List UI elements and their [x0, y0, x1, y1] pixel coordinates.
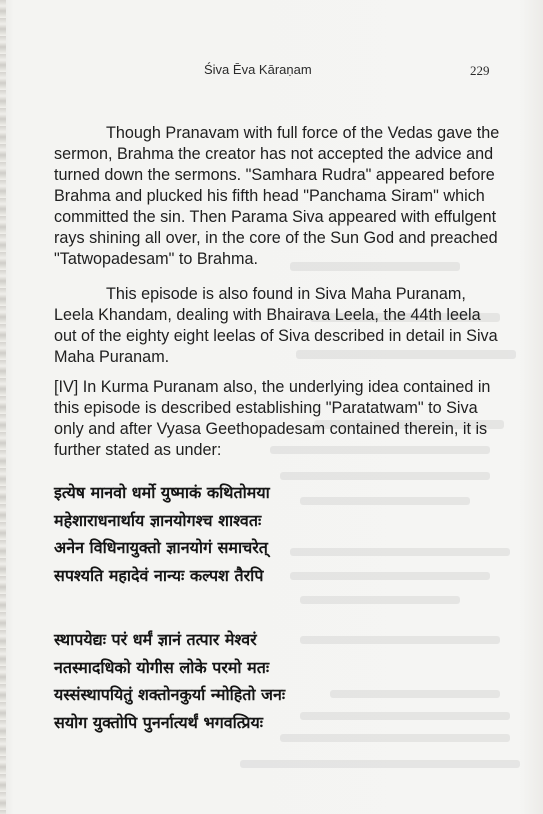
paragraph-siva-maha-puranam: This episode is also found in Siva Maha Puranam, Leela Khandam, dealing with Bhairava Leela, the 44th leela out of the eighty eight leelas of Siva described in detail in Siva Maha Puranam. — [54, 285, 498, 366]
page-binding-edge — [0, 0, 6, 814]
sanskrit-verse-2 — [54, 626, 494, 736]
verse-line: अनेन विधिनायुक्तो ज्ञानयोगं समाचरेत् — [54, 538, 268, 557]
verse-line: नतस्मादधिको योगीस लोके परमो मतः — [54, 657, 270, 677]
paragraph-tatwopadesam: Though Pranavam with full force of the Vedas gave the sermon, Brahma the creator has not accepted the advice and turned down the sermons. "Samhara Rudra" appeared before Brahma and plucked his fifth head "Panchama Siram" which committed the sin. Then Parama Siva appeared with effulgent rays shining all over, in the core of the Sun God and preached "Tatwopadesam" to Brahma. — [54, 124, 500, 268]
page-number: 229 — [470, 63, 490, 78]
verse-line: सपश्यति महादेवं नान्यः कल्पश तैरपि — [54, 565, 264, 585]
sanskrit-verse-1 — [54, 479, 494, 589]
paragraph-kurma-puranam: [IV] In Kurma Puranam also, the underlying idea contained in this episode is described establishing "Paratatwam" to Siva only and after Vyasa Geethopadesam contained therein, it is further stated as under: — [54, 378, 491, 459]
verse-line: महेशाराधनार्थाय ज्ञानयोगश्च शाश्वतः — [54, 510, 262, 530]
verse-line: सयोग युक्तोपि पुनर्नात्यर्थं भगवत्प्रियः — [54, 712, 263, 732]
verse-line: स्थापयेद्यः परं धर्मं ज्ञानं तत्पार मेश्वरं — [54, 630, 257, 649]
verse-line: इत्येष मानवो धर्मो युष्माकं कथितोमया — [54, 483, 270, 502]
running-header — [0, 62, 543, 82]
verse-line: यस्संस्थापयितुं शक्तोनकुर्या न्मोहितो जनः — [54, 685, 286, 704]
running-title: Śiva Ēva Kāraṇam — [204, 62, 312, 77]
